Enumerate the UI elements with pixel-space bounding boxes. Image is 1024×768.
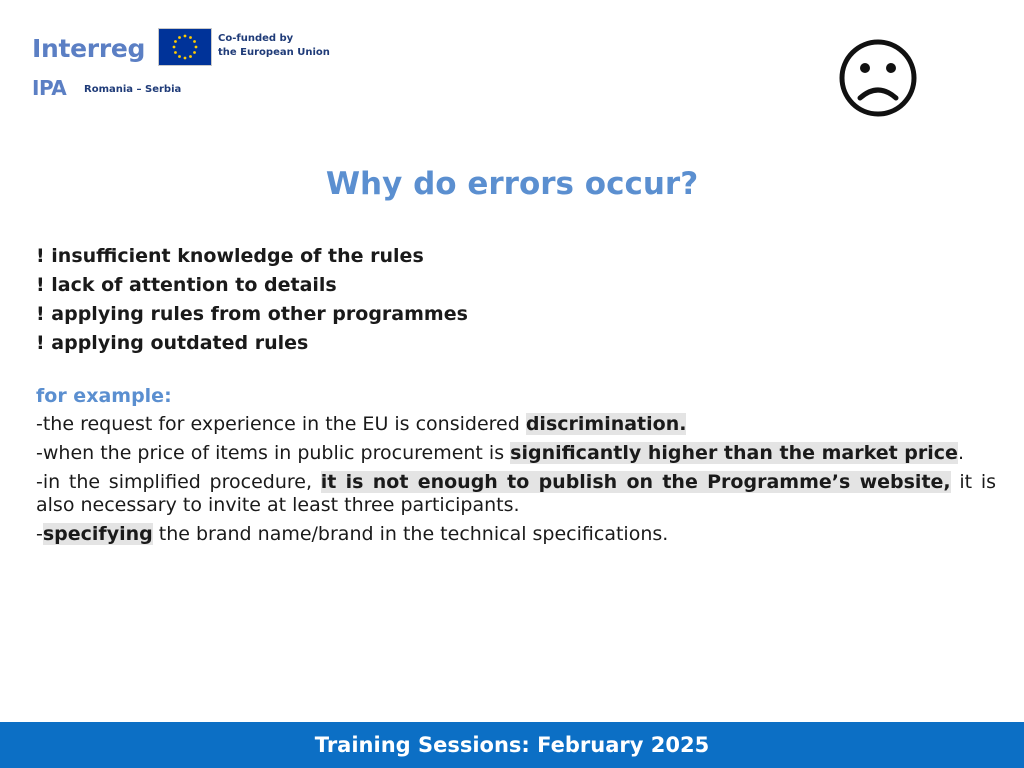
eu-flag-icon xyxy=(158,28,212,66)
examples-list xyxy=(36,413,996,552)
cause-item: ! applying outdated rules xyxy=(36,332,309,354)
eu-flag-stars xyxy=(159,29,211,65)
examples-heading: for example: xyxy=(36,385,172,407)
sad-face-drawing xyxy=(838,38,918,118)
eu-star-icon xyxy=(189,55,192,58)
example-item-discrimination xyxy=(36,413,996,436)
interreg-logo xyxy=(32,26,352,98)
eu-star-icon xyxy=(193,51,196,54)
footer-bar xyxy=(0,722,1024,768)
eu-star-icon xyxy=(195,46,198,49)
eu-star-icon xyxy=(189,36,192,39)
cause-item: ! applying rules from other programmes xyxy=(36,303,468,325)
eu-star-icon xyxy=(174,51,177,54)
cofunded-text: Co-funded by the European Union xyxy=(218,33,330,58)
example-text: -in the simplified procedure, xyxy=(36,471,321,493)
eu-star-icon xyxy=(173,46,176,49)
example-item-price xyxy=(36,442,996,465)
ipa-wordmark: IPA xyxy=(32,76,67,100)
cause-item: ! lack of attention to details xyxy=(36,274,337,296)
slide-title: Why do errors occur? xyxy=(325,166,699,202)
example-highlight: specifying xyxy=(42,523,153,545)
example-text: the brand name/brand in the technical specifications. xyxy=(152,523,669,545)
example-text: -when the price of items in public procurement is xyxy=(36,442,511,464)
eu-star-icon xyxy=(193,40,196,43)
example-highlight: it is not enough to publish on the Programme’s website, xyxy=(320,471,951,493)
example-text: . xyxy=(957,442,964,464)
example-text: it is also necessary to invite at least three participants. xyxy=(36,471,996,516)
eu-star-icon xyxy=(184,35,187,38)
eu-star-icon xyxy=(178,55,181,58)
eu-star-icon xyxy=(174,40,177,43)
eu-star-icon xyxy=(178,36,181,39)
footer-text: Training Sessions: February 2025 xyxy=(314,733,710,757)
interreg-wordmark: Interreg xyxy=(32,34,146,63)
example-item-simplified-procedure xyxy=(36,471,996,517)
cause-item: ! insufficient knowledge of the rules xyxy=(36,245,424,267)
sad-face-icon xyxy=(838,38,918,118)
causes-list xyxy=(36,242,468,358)
example-highlight: significantly higher than the market price xyxy=(510,442,958,464)
example-highlight: discrimination. xyxy=(525,413,687,435)
eu-star-icon xyxy=(184,57,187,60)
example-item-brand xyxy=(36,523,996,546)
region-label: Romania – Serbia xyxy=(84,84,182,95)
example-text: - xyxy=(36,523,43,545)
example-text: -the request for experience in the EU is considered xyxy=(36,413,526,435)
